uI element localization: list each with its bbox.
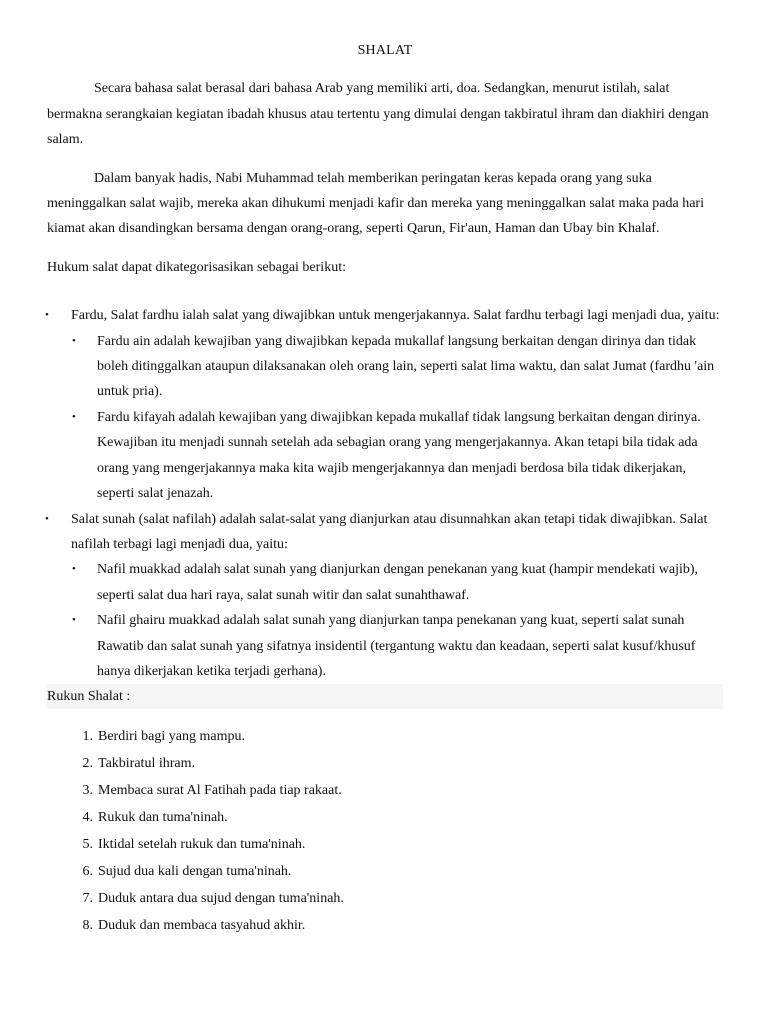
paragraph-definition: Secara bahasa salat berasal dari bahasa Arab yang memiliki arti, doa. Sedangkan, menurut istilah, salat bermakna serangkaian kegiatan ibadah khusus atau tertentu yang dimulai dengan takbiratul ihram dan diakhiri dengan salam.	[47, 81, 709, 148]
list-item-sunah	[47, 507, 723, 685]
list-item-text: Fardu, Salat fardhu ialah salat yang diwajibkan untuk mengerjakannya. Salat fardhu terbagi lagi menjadi dua, yaitu:	[71, 308, 720, 324]
list-item-fardu	[47, 303, 723, 506]
sublist-sunah	[71, 557, 723, 684]
sublist-item-text: Nafil ghairu muakkad adalah salat sunah yang dianjurkan tanpa penekanan yang kuat, seperti salat sunah Rawatib dan salat sunah yang sifatnya insidentil (tergantung waktu dan keadaan, seperti salat kusuf/khusuf hanya dikerjakan ketika terjadi gerhana).	[97, 613, 696, 679]
rukun-text: Rukuk dan tuma'ninah.	[98, 810, 228, 826]
rukun-number: 4.	[82, 810, 93, 826]
sublist-item	[71, 608, 723, 684]
sublist-fardu	[71, 329, 723, 507]
sublist-item	[71, 557, 723, 608]
rukun-item	[71, 804, 723, 831]
rukun-text: Sujud dua kali dengan tuma'ninah.	[98, 864, 292, 880]
sublist-item-text: Nafil muakkad adalah salat sunah yang dianjurkan dengan penekanan yang kuat (hampir mendekati wajib), seperti salat dua hari raya, salat sunah witir dan salat sunahthawaf.	[97, 562, 699, 603]
list-item-text: Salat sunah (salat nafilah) adalah salat-salat yang dianjurkan atau disunnahkan akan tetapi tidak diwajibkan. Salat nafilah terbagi lagi menjadi dua, yaitu:	[71, 511, 708, 552]
sublist-item-text: Fardu ain adalah kewajiban yang diwajibkan kepada mukallaf langsung berkaitan dengan dirinya dan tidak boleh ditinggalkan ataupun dilaksanakan oleh orang lain, seperti salat lima waktu, dan salat Jumat (fardhu 'ain untuk pria).	[97, 333, 715, 400]
rukun-item	[71, 912, 723, 939]
rukun-number: 3.	[82, 783, 93, 799]
sublist-item-text: Fardu kifayah adalah kewajiban yang diwajibkan kepada mukallaf tidak langsung berkaitan dengan dirinya. Kewajiban itu menjadi sunnah setelah ada sebagian orang yang mengerjakannya. Akan tetapi bila tidak ada orang yang mengerjakannya maka kita wajib mengerjakannya dan menjadi berdosa bila tidak dikerjakan, seperti salat jenazah.	[97, 409, 701, 502]
bullet-icon: •	[72, 334, 76, 347]
paragraph-intro: Hukum salat dapat dikategorisasikan sebagai berikut:	[47, 259, 346, 275]
rukun-text: Berdiri bagi yang mampu.	[98, 729, 245, 745]
sublist-item	[71, 405, 723, 507]
bullet-icon: •	[72, 563, 76, 576]
bullet-icon: •	[45, 512, 49, 525]
rukun-number: 1.	[82, 729, 93, 745]
bullet-icon: •	[72, 410, 76, 423]
rukun-heading: Rukun Shalat :	[47, 684, 723, 709]
rukun-text: Iktidal setelah rukuk dan tuma'ninah.	[98, 837, 306, 853]
rukun-item	[71, 885, 723, 912]
paragraph-hadith: Dalam banyak hadis, Nabi Muhammad telah memberikan peringatan keras kepada orang yang suka meninggalkan salat wajib, mereka akan dihukumi menjadi kafir dan mereka yang meninggalkan salat maka pada hari kiamat akan disandingkan bersama dengan orang-orang, seperti Qarun, Fir'aun, Haman dan Ubay bin Khalaf.	[47, 170, 704, 237]
sublist-item	[71, 329, 723, 405]
bullet-icon: •	[72, 614, 76, 627]
rukun-number: 7.	[82, 891, 93, 907]
bullet-icon: •	[45, 309, 49, 322]
rukun-text: Duduk dan membaca tasyahud akhir.	[98, 918, 306, 934]
rukun-number: 6.	[82, 864, 93, 880]
rukun-text: Duduk antara dua sujud dengan tuma'ninah.	[98, 891, 344, 907]
rukun-list	[47, 723, 723, 939]
rukun-number: 8.	[82, 918, 93, 934]
rukun-text: Membaca surat Al Fatihah pada tiap rakaat.	[98, 783, 342, 799]
rukun-item	[71, 831, 723, 858]
rukun-item	[71, 723, 723, 750]
rukun-text: Takbiratul ihram.	[98, 756, 195, 772]
document-page	[47, 38, 723, 939]
rukun-item	[71, 750, 723, 777]
document-title: SHALAT	[357, 43, 413, 58]
hukum-list	[47, 303, 723, 684]
rukun-item	[71, 858, 723, 885]
rukun-number: 2.	[82, 756, 93, 772]
rukun-number: 5.	[82, 837, 93, 853]
rukun-item	[71, 777, 723, 804]
